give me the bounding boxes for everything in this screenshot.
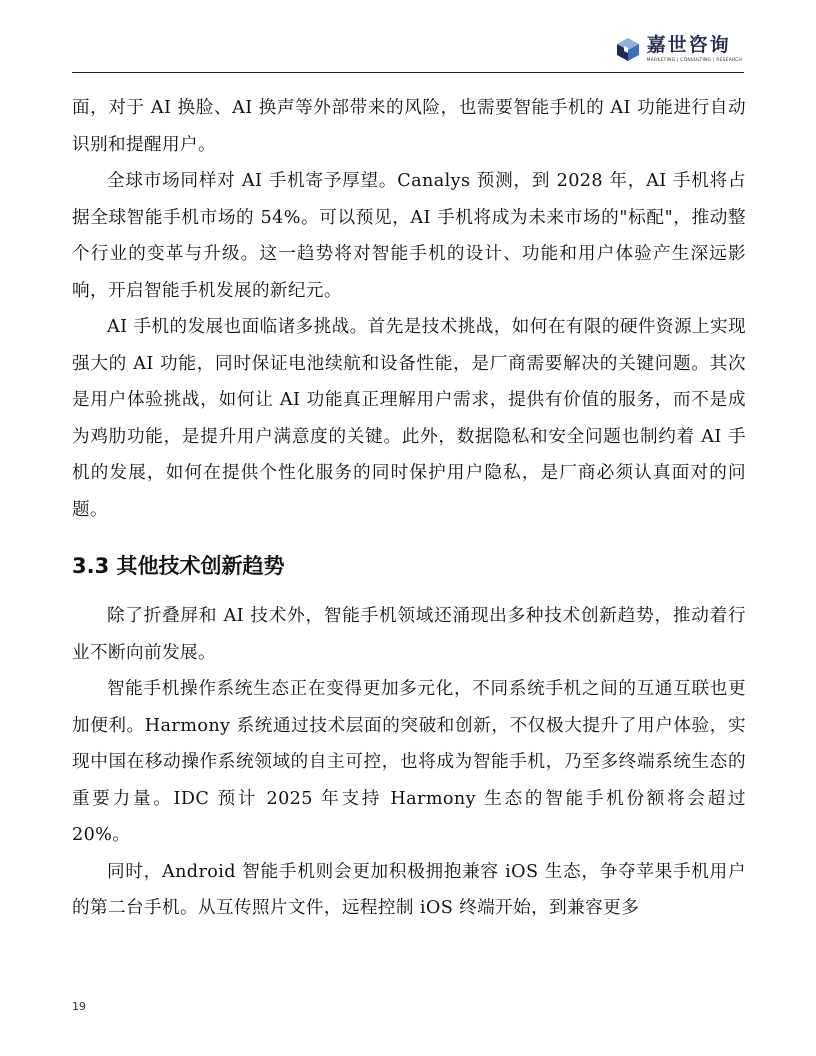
paragraph-global-market: 全球市场同样对 AI 手机寄予厚望。Canalys 预测，到 2028 年，AI 手机将占据全球智能手机市场的 54%。可以预见，AI 手机将成为未来市场的"标配"，推动整个行业的变革与升级。这一趋势将对智能手机的设计、功能和用户体验产生深远影响，开启智能手机发展的新纪元。 [72,171,746,301]
paragraph-challenges: AI 手机的发展也面临诸多挑战。首先是技术挑战，如何在有限的硬件资源上实现强大的 AI 功能，同时保证电池续航和设备性能，是厂商需要解决的关键问题。其次是用户体验挑战，如何让 AI 功能真正理解用户需求，提供有价值的服务，而不是成为鸡肋功能，是提升用户满意度的关键。此外，数据隐私和安全问题也制约着 AI 手机的发展，如何在提供个性化服务的同时保护用户隐私，是厂商必须认真面对的问题。 [72,317,746,520]
logo-name: 嘉世咨询 [646,34,731,56]
paragraph-android: 同时，Android 智能手机则会更加积极拥抱兼容 iOS 生态，争夺苹果手机用户的第二台手机。从互传照片文件，远程控制 iOS 终端开始，到兼容更多 [72,861,746,918]
paragraph-os-ecosystem: 智能手机操作系统生态正在变得更加多元化，不同系统手机之间的互通互联也更加便利。Harmony 系统通过技术层面的突破和创新，不仅极大提升了用户体验，实现中国在移动操作系统领域的自主可控，也将成为智能手机，乃至多终端系统生态的重要力量。IDC 预计 2025 年支持 Harmony 生态的智能手机份额将会超过 20%。 [72,679,746,845]
company-logo [615,34,742,68]
page-body [72,90,746,927]
section-heading: 3.3 其他技术创新趋势 [72,554,285,578]
logo-tagline: MARKETING | CONSULTING | RESEARCH [646,58,742,63]
paragraph-intro: 除了折叠屏和 AI 技术外，智能手机领域还涌现出多种技术创新趋势，推动着行业不断向前发展。 [72,606,746,663]
page-number: 19 [72,1000,86,1013]
page-header [72,28,744,73]
logo-cube-icon [615,36,641,62]
paragraph-continued: 面，对于 AI 换脸、AI 换声等外部带来的风险，也需要智能手机的 AI 功能进行自动识别和提醒用户。 [72,98,746,155]
